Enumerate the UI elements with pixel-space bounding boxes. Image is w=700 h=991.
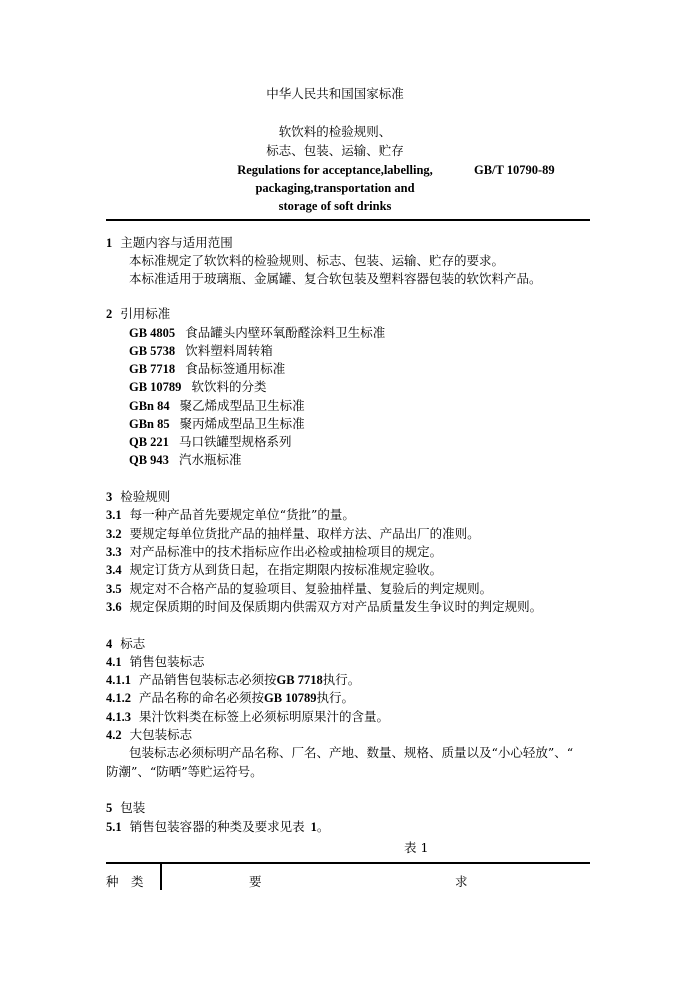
reference-item: GB 4805 食品罐头内壁环氧酚醛涂料卫生标准: [129, 325, 386, 340]
title-line-2: 标志、包装、运输、贮存: [266, 143, 404, 158]
section-4-1-3: 4.1.3 果汁饮料类在标签上必须标明原果汁的含量。: [106, 709, 390, 724]
section-4-heading: 4 标志: [106, 636, 146, 651]
section-2-heading: 2 引用标准: [106, 306, 171, 321]
english-title-line-2: packaging,transportation and: [255, 181, 415, 195]
section-3-heading: 3 检验规则: [106, 489, 171, 504]
section-4-2-para-line-2: 防潮”、“防晒”等贮运符号。: [106, 764, 263, 779]
reference-item: GB 5738 饮料塑料周转箱: [129, 343, 273, 358]
section-1-para-2: 本标准适用于玻璃瓶、金属罐、复合软包装及塑料容器包装的软饮料产品。: [129, 271, 542, 286]
section-5-heading: 5 包装: [106, 800, 146, 815]
section-4-2-heading: 4.2 大包装标志: [106, 727, 193, 742]
reference-item: QB 221 马口铁罐型规格系列: [129, 434, 292, 449]
section-4-1-2: 4.1.2 产品名称的命名必须按GB 10789执行。: [106, 690, 354, 705]
national-standard-title: 中华人民共和国国家标准: [266, 86, 404, 101]
header-divider: [106, 219, 590, 221]
section-1-heading: 1 主题内容与适用范围: [106, 235, 233, 250]
section-4-1-heading: 4.1 销售包装标志: [106, 654, 205, 669]
table-header-requirement-part-2: 求: [455, 874, 468, 889]
title-line-1: 软饮料的检验规则、: [278, 124, 392, 139]
inspection-rule-item: 3.3 对产品标准中的技术指标应作出必检或抽检项目的规定。: [106, 544, 443, 559]
inspection-rule-item: 3.6 规定保质期的时间及保质期内供需双方对产品质量发生争议时的判定规则。: [106, 599, 543, 614]
table-header-category: 种 类: [106, 874, 144, 889]
table-header-requirement-part-1: 要: [249, 874, 262, 889]
section-4-1-1: 4.1.1 产品销售包装标志必须按GB 7718执行。: [106, 672, 361, 687]
table-top-rule: [106, 862, 590, 864]
english-title-line-1: Regulations for acceptance,labelling,: [237, 163, 433, 177]
reference-item: GBn 85 聚丙烯成型品卫生标准: [129, 416, 305, 431]
section-1-para-1: 本标准规定了软饮料的检验规则、标志、包装、运输、贮存的要求。: [129, 253, 505, 268]
reference-item: GBn 84 聚乙烯成型品卫生标准: [129, 398, 305, 413]
reference-item: GB 10789 软饮料的分类: [129, 379, 267, 394]
inspection-rule-item: 3.5 规定对不合格产品的复验项目、复验抽样量、复验后的判定规则。: [106, 581, 493, 596]
standard-number: GB/T 10790-89: [474, 163, 555, 177]
inspection-rule-item: 3.4 规定订货方从到货日起，在指定期限内按标准规定验收。: [106, 562, 443, 577]
section-5-1: 5.1 销售包装容器的种类及要求见表 1。: [106, 819, 330, 834]
inspection-rule-item: 3.2 要规定每单位货批产品的抽样量、取样方法、产品出厂的准则。: [106, 526, 480, 541]
english-title-line-3: storage of soft drinks: [278, 199, 392, 213]
table-column-divider: [160, 864, 162, 890]
section-4-2-para-line-1: 包装标志必须标明产品名称、厂名、产地、数量、规格、质量以及“小心轻放”、“: [129, 745, 574, 760]
reference-item: GB 7718 食品标签通用标准: [129, 361, 286, 376]
table-caption: 表 1: [404, 840, 429, 855]
inspection-rule-item: 3.1 每一种产品首先要规定单位“货批”的量。: [106, 507, 355, 522]
reference-item: QB 943 汽水瓶标准: [129, 452, 242, 467]
